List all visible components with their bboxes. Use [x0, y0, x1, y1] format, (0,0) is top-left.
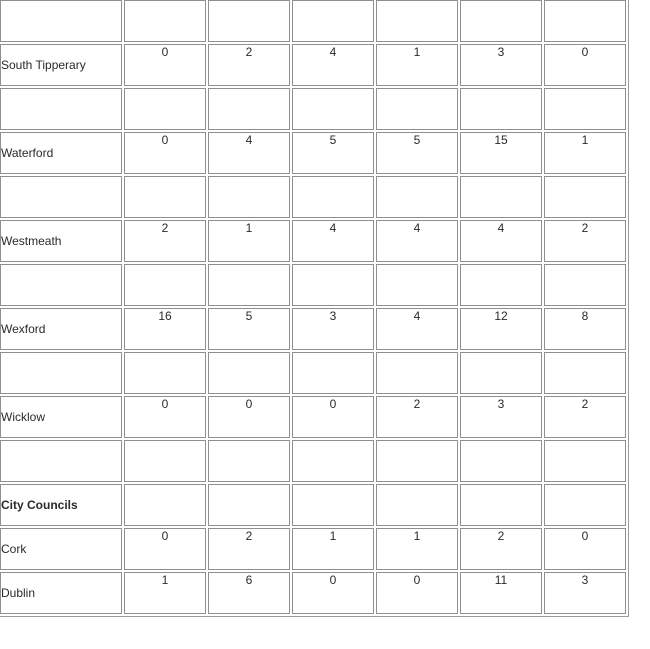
value-cell	[208, 440, 290, 482]
table-row	[0, 308, 626, 350]
row-label	[0, 88, 122, 130]
value-cell: 2	[376, 396, 458, 438]
value-cell	[124, 484, 206, 526]
value-cell	[460, 440, 542, 482]
value-cell: 3	[460, 396, 542, 438]
value-cell: 2	[544, 220, 626, 262]
value-cell	[544, 352, 626, 394]
value-cell: 4	[292, 44, 374, 86]
value-cell	[124, 440, 206, 482]
value-cell	[292, 440, 374, 482]
value-cell: 0	[292, 572, 374, 614]
value-cell: 2	[208, 44, 290, 86]
value-cell: 1	[544, 132, 626, 174]
value-cell: 1	[292, 528, 374, 570]
row-label: Dublin	[0, 572, 122, 614]
row-label	[0, 0, 122, 42]
value-cell	[544, 88, 626, 130]
value-cell: 2	[544, 396, 626, 438]
value-cell	[208, 352, 290, 394]
table-row	[0, 396, 626, 438]
value-cell	[376, 176, 458, 218]
value-cell: 2	[208, 528, 290, 570]
value-cell	[124, 352, 206, 394]
value-cell	[544, 176, 626, 218]
value-cell: 4	[208, 132, 290, 174]
value-cell: 5	[292, 132, 374, 174]
value-cell: 3	[292, 308, 374, 350]
value-cell	[544, 484, 626, 526]
value-cell: 0	[544, 528, 626, 570]
row-label: Westmeath	[0, 220, 122, 262]
value-cell	[292, 264, 374, 306]
value-cell: 2	[124, 220, 206, 262]
value-cell: 0	[292, 396, 374, 438]
table-row	[0, 220, 626, 262]
row-label	[0, 440, 122, 482]
value-cell: 0	[124, 132, 206, 174]
value-cell	[544, 440, 626, 482]
value-cell	[292, 88, 374, 130]
value-cell: 0	[124, 44, 206, 86]
value-cell: 15	[460, 132, 542, 174]
value-cell	[124, 0, 206, 42]
spacer-row	[0, 176, 626, 218]
value-cell: 12	[460, 308, 542, 350]
table-row	[0, 572, 626, 614]
value-cell	[292, 0, 374, 42]
value-cell: 0	[376, 572, 458, 614]
spacer-row	[0, 264, 626, 306]
value-cell: 4	[292, 220, 374, 262]
value-cell	[460, 0, 542, 42]
value-cell: 1	[376, 44, 458, 86]
row-label: Waterford	[0, 132, 122, 174]
row-label	[0, 176, 122, 218]
value-cell	[124, 88, 206, 130]
value-cell	[292, 484, 374, 526]
value-cell: 4	[460, 220, 542, 262]
value-cell: 0	[124, 528, 206, 570]
value-cell: 1	[124, 572, 206, 614]
value-cell	[460, 352, 542, 394]
row-label: Cork	[0, 528, 122, 570]
value-cell: 4	[376, 308, 458, 350]
table-row	[0, 484, 626, 526]
value-cell	[376, 484, 458, 526]
value-cell: 1	[208, 220, 290, 262]
row-label: South Tipperary	[0, 44, 122, 86]
value-cell	[208, 484, 290, 526]
value-cell: 0	[208, 396, 290, 438]
value-cell	[460, 176, 542, 218]
section-heading: City Councils	[0, 484, 122, 526]
value-cell: 11	[460, 572, 542, 614]
value-cell: 0	[544, 44, 626, 86]
table-row	[0, 528, 626, 570]
row-label	[0, 352, 122, 394]
value-cell: 8	[544, 308, 626, 350]
value-cell	[544, 0, 626, 42]
value-cell	[460, 484, 542, 526]
row-label: Wicklow	[0, 396, 122, 438]
value-cell	[208, 88, 290, 130]
value-cell	[376, 440, 458, 482]
spacer-row	[0, 352, 626, 394]
value-cell	[292, 352, 374, 394]
value-cell: 3	[544, 572, 626, 614]
value-cell: 5	[208, 308, 290, 350]
value-cell	[124, 176, 206, 218]
value-cell: 3	[460, 44, 542, 86]
table-row	[0, 132, 626, 174]
value-cell	[544, 264, 626, 306]
value-cell	[376, 352, 458, 394]
value-cell: 1	[376, 528, 458, 570]
value-cell	[460, 88, 542, 130]
value-cell	[376, 0, 458, 42]
value-cell: 6	[208, 572, 290, 614]
spacer-row	[0, 440, 626, 482]
value-cell	[460, 264, 542, 306]
value-cell	[376, 264, 458, 306]
spacer-row	[0, 88, 626, 130]
value-cell: 4	[376, 220, 458, 262]
value-cell	[208, 0, 290, 42]
value-cell	[292, 176, 374, 218]
value-cell	[208, 264, 290, 306]
value-cell: 2	[460, 528, 542, 570]
table-row	[0, 44, 626, 86]
value-cell	[376, 88, 458, 130]
spacer-row	[0, 0, 626, 42]
value-cell	[208, 176, 290, 218]
value-cell: 16	[124, 308, 206, 350]
row-label: Wexford	[0, 308, 122, 350]
value-cell	[124, 264, 206, 306]
row-label	[0, 264, 122, 306]
value-cell: 0	[124, 396, 206, 438]
value-cell: 5	[376, 132, 458, 174]
